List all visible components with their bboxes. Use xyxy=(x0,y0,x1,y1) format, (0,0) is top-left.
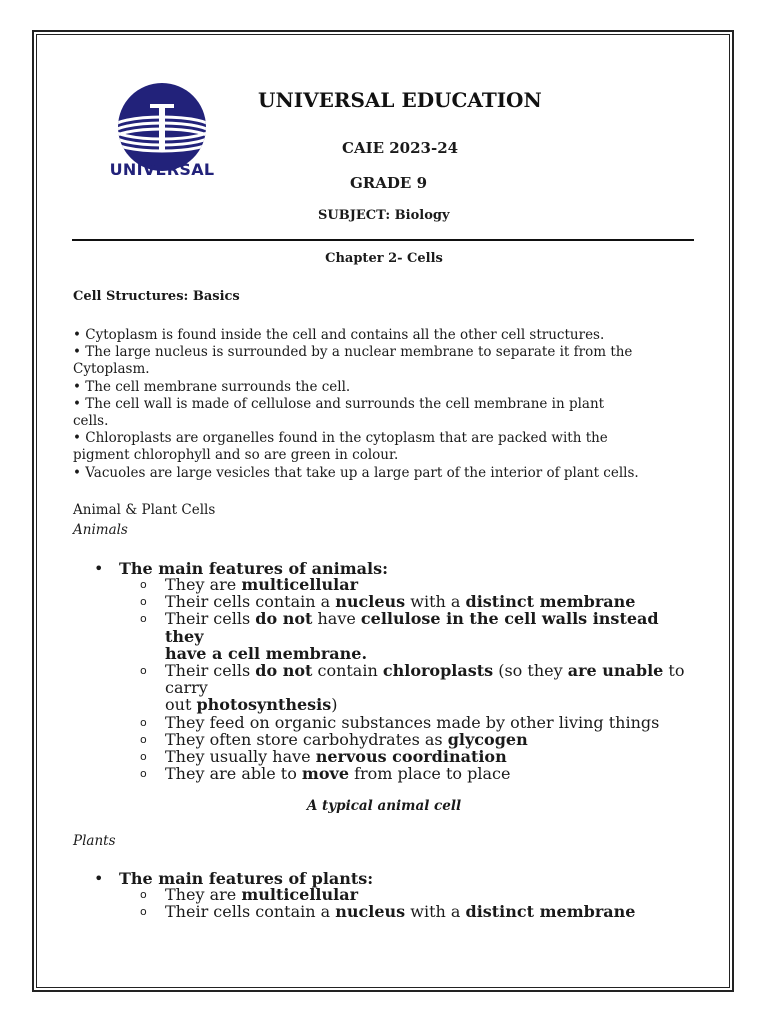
item-bold: nucleus xyxy=(335,902,406,922)
item-text: to carry xyxy=(165,661,685,698)
item-bold: chloroplasts xyxy=(382,661,494,681)
basics-line: • The cell membrane surrounds the cell. xyxy=(73,378,351,395)
basics-line: • Cytoplasm is found inside the cell and contains all the other cell structures. xyxy=(73,327,605,343)
item-text: Their cells xyxy=(165,609,256,629)
page-title: UNIVERSAL EDUCATION xyxy=(258,88,542,112)
item-bold: distinct membrane xyxy=(465,902,636,922)
item-text: They often store carbohydrates as xyxy=(165,729,448,749)
item-text: Their cells xyxy=(165,661,256,681)
logo-wordmark: UNIVERSAL xyxy=(109,160,215,179)
item-bold: distinct membrane xyxy=(465,592,636,612)
chapter-title: Chapter 2- Cells xyxy=(325,251,443,266)
item-text: Their cells contain a xyxy=(165,592,336,612)
item-text: Their cells contain a xyxy=(165,902,336,922)
item-bold: nervous coordination xyxy=(315,747,507,767)
item-text: They are xyxy=(165,885,242,904)
list-item xyxy=(140,593,700,610)
item-bold: multicellular xyxy=(241,885,359,904)
sub-bullet-glyph: o xyxy=(140,612,147,626)
sub-bullet-glyph: o xyxy=(140,905,147,919)
item-text: They usually have xyxy=(165,747,316,767)
item-bold: do not xyxy=(255,661,313,681)
list-item xyxy=(140,576,700,593)
item-bold: move xyxy=(301,764,349,784)
list-item xyxy=(140,886,700,903)
item-bold: cellulose in the cell walls instead they xyxy=(165,609,659,646)
item-text: from place to place xyxy=(349,764,511,784)
item-text: They are able to xyxy=(165,764,302,784)
plant-features-heading-text: The main features of plants: xyxy=(119,869,374,888)
animal-features-list xyxy=(140,576,700,782)
sub-bullet-glyph: o xyxy=(140,732,147,746)
item-text: (so they xyxy=(493,661,568,681)
animal-features-heading-text: The main features of animals: xyxy=(119,559,388,578)
item-text: ) xyxy=(331,695,338,715)
bullet-glyph: • xyxy=(94,869,104,888)
bullet-glyph: • xyxy=(94,559,104,578)
sub-bullet-glyph: o xyxy=(140,750,147,764)
sub-bullet-glyph: o xyxy=(140,767,147,781)
sub-bullet-glyph: o xyxy=(140,715,147,729)
animal-cell-caption: A typical animal cell xyxy=(306,798,462,814)
sub-bullet-glyph: o xyxy=(140,664,147,678)
header-divider xyxy=(72,239,694,241)
basics-line: • The cell wall is made of cellulose and surrounds the cell membrane in plant xyxy=(73,395,605,412)
basics-line: • Chloroplasts are organelles found in the cytoplasm that are packed with the xyxy=(73,430,608,447)
basics-line: • Vacuoles are large vesicles that take up a large part of the interior of plant cells. xyxy=(73,464,639,481)
item-bold: have a cell membrane. xyxy=(165,643,368,663)
item-bold: are unable xyxy=(567,661,664,681)
grade-label: GRADE 9 xyxy=(350,174,428,192)
basics-line: • The large nucleus is surrounded by a nuclear membrane to separate it from the xyxy=(73,344,633,361)
exam-session: CAIE 2023-24 xyxy=(342,139,459,157)
list-item xyxy=(140,662,700,714)
sub-bullet-glyph: o xyxy=(140,595,147,609)
plants-subheading: Plants xyxy=(73,833,116,849)
list-item xyxy=(140,748,700,765)
plant-features-list xyxy=(140,886,700,920)
animal-plant-heading: Animal & Plant Cells xyxy=(73,502,216,518)
item-text: out xyxy=(165,695,197,715)
animals-subheading: Animals xyxy=(73,522,128,538)
sub-bullet-glyph: o xyxy=(140,888,147,901)
item-bold: glycogen xyxy=(447,729,528,749)
list-item xyxy=(140,610,700,662)
list-item xyxy=(140,731,700,748)
list-item xyxy=(140,903,700,920)
item-text: They are xyxy=(165,575,242,594)
item-text: contain xyxy=(312,661,383,681)
item-bold: multicellular xyxy=(241,575,359,594)
list-item xyxy=(140,765,700,782)
item-text: with a xyxy=(405,902,466,922)
item-text: with a xyxy=(405,592,466,612)
basics-line: Cytoplasm. xyxy=(73,361,150,378)
list-item xyxy=(140,714,700,731)
item-text: have xyxy=(312,609,361,629)
item-bold: do not xyxy=(255,609,313,629)
item-bold: nucleus xyxy=(335,592,406,612)
basics-list xyxy=(73,327,703,482)
item-bold: photosynthesis xyxy=(196,695,332,715)
item-text: They feed on organic substances made by other living things xyxy=(165,712,660,732)
section-heading: Cell Structures: Basics xyxy=(73,289,240,304)
basics-line: cells. xyxy=(73,413,109,430)
subject-label: SUBJECT: Biology xyxy=(318,208,450,223)
basics-line: pigment chlorophyll and so are green in colour. xyxy=(73,447,399,464)
sub-bullet-glyph: o xyxy=(140,578,147,591)
